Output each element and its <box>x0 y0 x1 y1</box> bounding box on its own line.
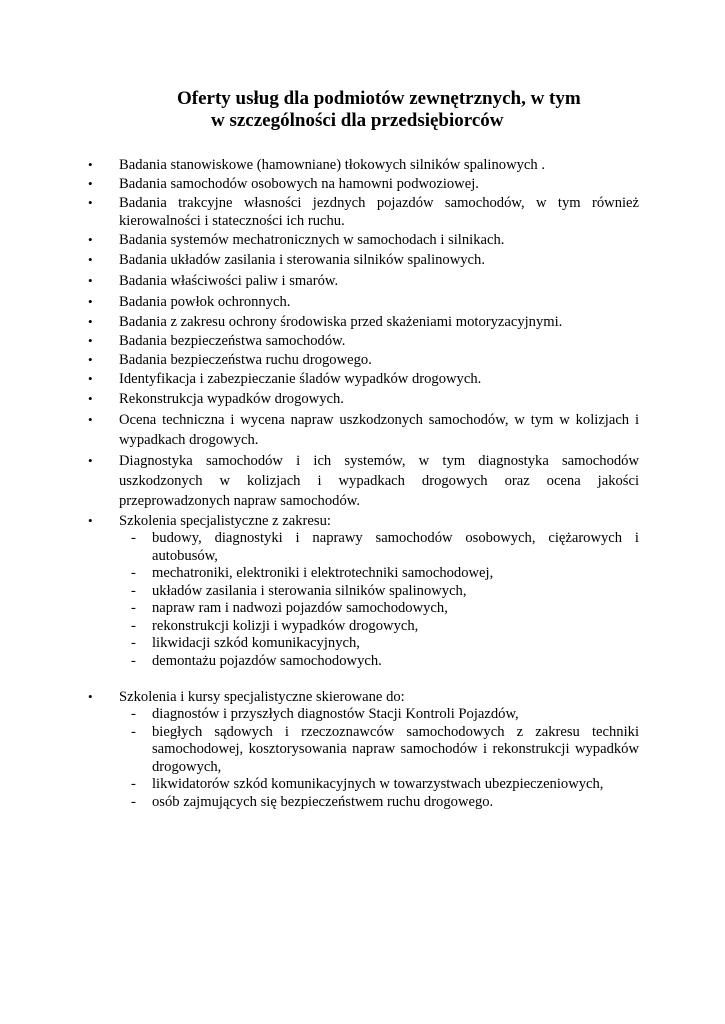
bullet-icon: • <box>88 314 93 329</box>
dash-icon: - <box>131 723 136 740</box>
bullet-icon: • <box>88 252 93 267</box>
dash-icon: - <box>131 530 136 546</box>
bullet-icon: • <box>88 371 93 386</box>
list-item <box>0 194 725 230</box>
sublist-item-text: diagnostów i przyszłych diagnostów Stacji Kontroli Pojazdów, <box>152 706 519 722</box>
list-item-text: Badania bezpieczeństwa samochodów. <box>119 333 346 349</box>
dash-icon: - <box>131 600 136 616</box>
sublist-item <box>119 724 639 777</box>
title-line-2: w szczególności dla przedsiębiorców <box>211 110 504 131</box>
sublist-item-text: biegłych sądowych i rzeczoznawców samochodowych z zakresu techniki samochodowej, kosztorysowania napraw samochodów i rekonstrukcji wypadków drogowych, <box>152 723 639 775</box>
dash-icon: - <box>131 652 136 669</box>
offer-list <box>0 156 725 812</box>
list-item <box>0 175 725 193</box>
bullet-icon: • <box>88 412 93 427</box>
bullet-icon: • <box>88 352 93 367</box>
courses-item <box>0 688 725 811</box>
bullet-icon: • <box>88 232 93 247</box>
list-item-text: Badania systemów mechatronicznych w samochodach i silnikach. <box>119 232 505 248</box>
dash-icon: - <box>131 582 136 599</box>
bullet-icon: • <box>88 176 93 191</box>
bullet-icon: • <box>88 157 93 172</box>
list-item <box>0 313 725 331</box>
sublist-item-text: układów zasilania i sterowania silników spalinowych, <box>152 582 467 599</box>
dash-icon: - <box>131 635 136 651</box>
dash-icon: - <box>131 565 136 581</box>
training-label: Szkolenia specjalistyczne z zakresu: <box>119 513 331 529</box>
sublist-item <box>119 583 639 601</box>
training-sublist <box>119 530 639 670</box>
dash-icon: - <box>131 776 136 792</box>
bullet-icon: • <box>88 294 93 309</box>
sublist-item-text: likwidacji szkód komunikacyjnych, <box>152 635 360 651</box>
spacer <box>119 670 639 687</box>
bullet-icon: • <box>88 513 93 528</box>
dash-icon: - <box>131 793 136 810</box>
list-item <box>0 250 725 270</box>
sublist-item <box>119 618 639 636</box>
sublist-item <box>119 706 639 724</box>
list-item-text: Rekonstrukcja wypadków drogowych. <box>119 391 344 407</box>
list-item <box>0 292 725 312</box>
list-item <box>0 389 725 409</box>
dash-icon: - <box>131 706 136 722</box>
sublist-item <box>119 635 639 653</box>
list-item <box>0 351 725 369</box>
list-item-text: Identyfikacja i zabezpieczanie śladów wypadków drogowych. <box>119 371 482 387</box>
list-item <box>0 156 725 174</box>
sublist-item-text: mechatroniki, elektroniki i elektrotechniki samochodowej, <box>152 565 494 581</box>
sublist-item <box>119 653 639 671</box>
list-item <box>0 231 725 249</box>
list-item <box>0 451 725 511</box>
list-item-text: Badania bezpieczeństwa ruchu drogowego. <box>119 352 372 368</box>
list-item-text: Badania stanowiskowe (hamowniane) tłokowych silników spalinowych . <box>119 157 545 173</box>
sublist-item <box>119 565 639 583</box>
sublist-item-text: likwidatorów szkód komunikacyjnych w towarzystwach ubezpieczeniowych, <box>152 776 604 792</box>
bullet-icon: • <box>88 333 93 348</box>
list-item-text: Ocena techniczna i wycena napraw uszkodzonych samochodów, w tym w kolizjach i wypadkach drogowych. <box>119 412 639 448</box>
bullet-icon: • <box>88 273 93 288</box>
list-item <box>0 332 725 350</box>
list-item-text: Badania samochodów osobowych na hamowni podwoziowej. <box>119 176 479 192</box>
list-item-text: Badania właściwości paliw i smarów. <box>119 273 339 289</box>
list-item <box>0 271 725 291</box>
list-item-text: Badania układów zasilania i sterowania silników spalinowych. <box>119 252 485 268</box>
sublist-item <box>119 776 639 794</box>
list-item <box>0 410 725 450</box>
sublist-item <box>119 530 639 565</box>
bullet-icon: • <box>88 689 93 704</box>
bullet-icon: • <box>88 195 93 210</box>
list-item <box>0 370 725 388</box>
dash-icon: - <box>131 617 136 634</box>
sublist-item-text: demontażu pojazdów samochodowych. <box>152 652 382 669</box>
sublist-item <box>119 600 639 618</box>
sublist-item-text: rekonstrukcji kolizji i wypadków drogowych, <box>152 617 419 634</box>
training-item <box>0 512 725 687</box>
list-item-text: Diagnostyka samochodów i ich systemów, w tym diagnostyka samochodów uszkodzonych w kolizjach i wypadkach drogowych oraz ocena jakości przeprowadzonych napraw samochodów. <box>119 453 639 509</box>
list-item-text: Badania trakcyjne własności jezdnych pojazdów samochodów, w tym również kierowalności i stateczności ich ruchu. <box>119 195 639 229</box>
bullet-icon: • <box>88 453 93 468</box>
title-line-1: Oferty usług dla podmiotów zewnętrznych, w tym <box>177 88 581 109</box>
sublist-item-text: budowy, diagnostyki i naprawy samochodów osobowych, ciężarowych i autobusów, <box>152 530 639 564</box>
sublist-item <box>119 794 639 812</box>
courses-sublist <box>119 706 639 811</box>
courses-label: Szkolenia i kursy specjalistyczne skierowane do: <box>119 689 405 705</box>
sublist-item-text: napraw ram i nadwozi pojazdów samochodowych, <box>152 600 448 616</box>
bullet-icon: • <box>88 391 93 406</box>
sublist-item-text: osób zajmujących się bezpieczeństwem ruchu drogowego. <box>152 793 494 810</box>
list-item-text: Badania z zakresu ochrony środowiska przed skażeniami motoryzacyjnymi. <box>119 314 563 330</box>
list-item-text: Badania powłok ochronnych. <box>119 294 291 310</box>
page-title <box>0 88 725 132</box>
